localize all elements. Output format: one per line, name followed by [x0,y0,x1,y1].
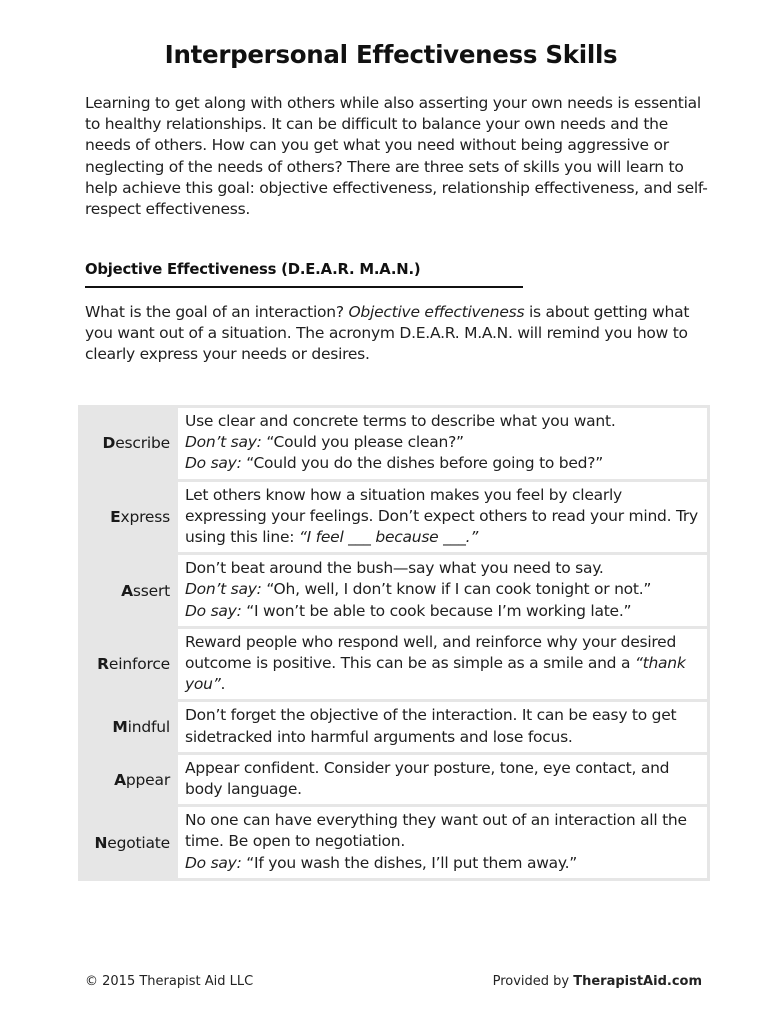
section-description: What is the goal of an interaction? Objective effectiveness is about getting what you want out of a situation. The acronym D.E.A.R. M.A.N. will remind you how to clearly express your needs or desires. [85,303,690,364]
row-label: A ppear [114,770,170,789]
table-row-negotiate [78,807,710,881]
brand-link: TherapistAid.com [573,974,702,989]
row-label: R einforce [97,655,170,674]
row-content: Let others know how a situation makes you feel by clearly expressing your feelings. Don’t expect others to read your mind. Try using this line: “I feel ___ because ___.” [178,482,707,553]
row-label: N egotiate [94,833,170,852]
row-content: Reward people who respond well, and reinforce why your desired outcome is positive. This can be as simple as a smile and a “thank you”. [178,629,707,700]
section-divider [85,286,523,288]
row-content: Appear confident. Consider your posture, tone, eye contact, and body language. [178,755,707,804]
table-row-assert [78,555,710,629]
row-content: Use clear and concrete terms to describe what you want. Don’t say: “Could you please clean?” Do say: “Could you do the dishes before going to bed?” [178,408,707,479]
row-label: M indful [112,718,170,737]
row-label: D escribe [102,434,170,453]
table-row-appear [78,755,710,807]
row-label: E xpress [110,507,170,526]
page-title: Interpersonal Effectiveness Skills [164,40,618,69]
section-heading: Objective Effectiveness (D.E.A.R. M.A.N.) [85,261,421,278]
row-content: No one can have everything they want out of an interaction all the time. Be open to negotiation. Do say: “If you wash the dishes, I’ll put them away.” [178,807,707,878]
row-label: A ssert [121,581,170,600]
copyright-notice: © 2015 Therapist Aid LLC [85,974,254,989]
row-content: Don’t forget the objective of the interaction. It can be easy to get sidetracked into harmful arguments and lose focus. [178,702,707,751]
table-row-mindful [78,702,710,754]
intro-paragraph: Learning to get along with others while also asserting your own needs is essential to healthy relationships. It can be difficult to balance your own needs and the needs of others. How can you get what you need without being aggressive or neglecting of the needs of others? There are three sets of skills you will learn to help achieve this goal: objective effectiveness, relationship effectiveness, and self-respect effectiveness. [85,94,708,219]
table-row-express [78,482,710,556]
dearman-table [78,405,710,881]
table-row-describe [78,405,710,482]
table-row-reinforce [78,629,710,703]
row-content: Don’t beat around the bush—say what you need to say. Don’t say: “Oh, well, I don’t know if I can cook tonight or not.” Do say: “I won’t be able to cook because I’m working late.” [178,555,707,626]
provided-by: Provided by TherapistAid.com [492,974,702,989]
